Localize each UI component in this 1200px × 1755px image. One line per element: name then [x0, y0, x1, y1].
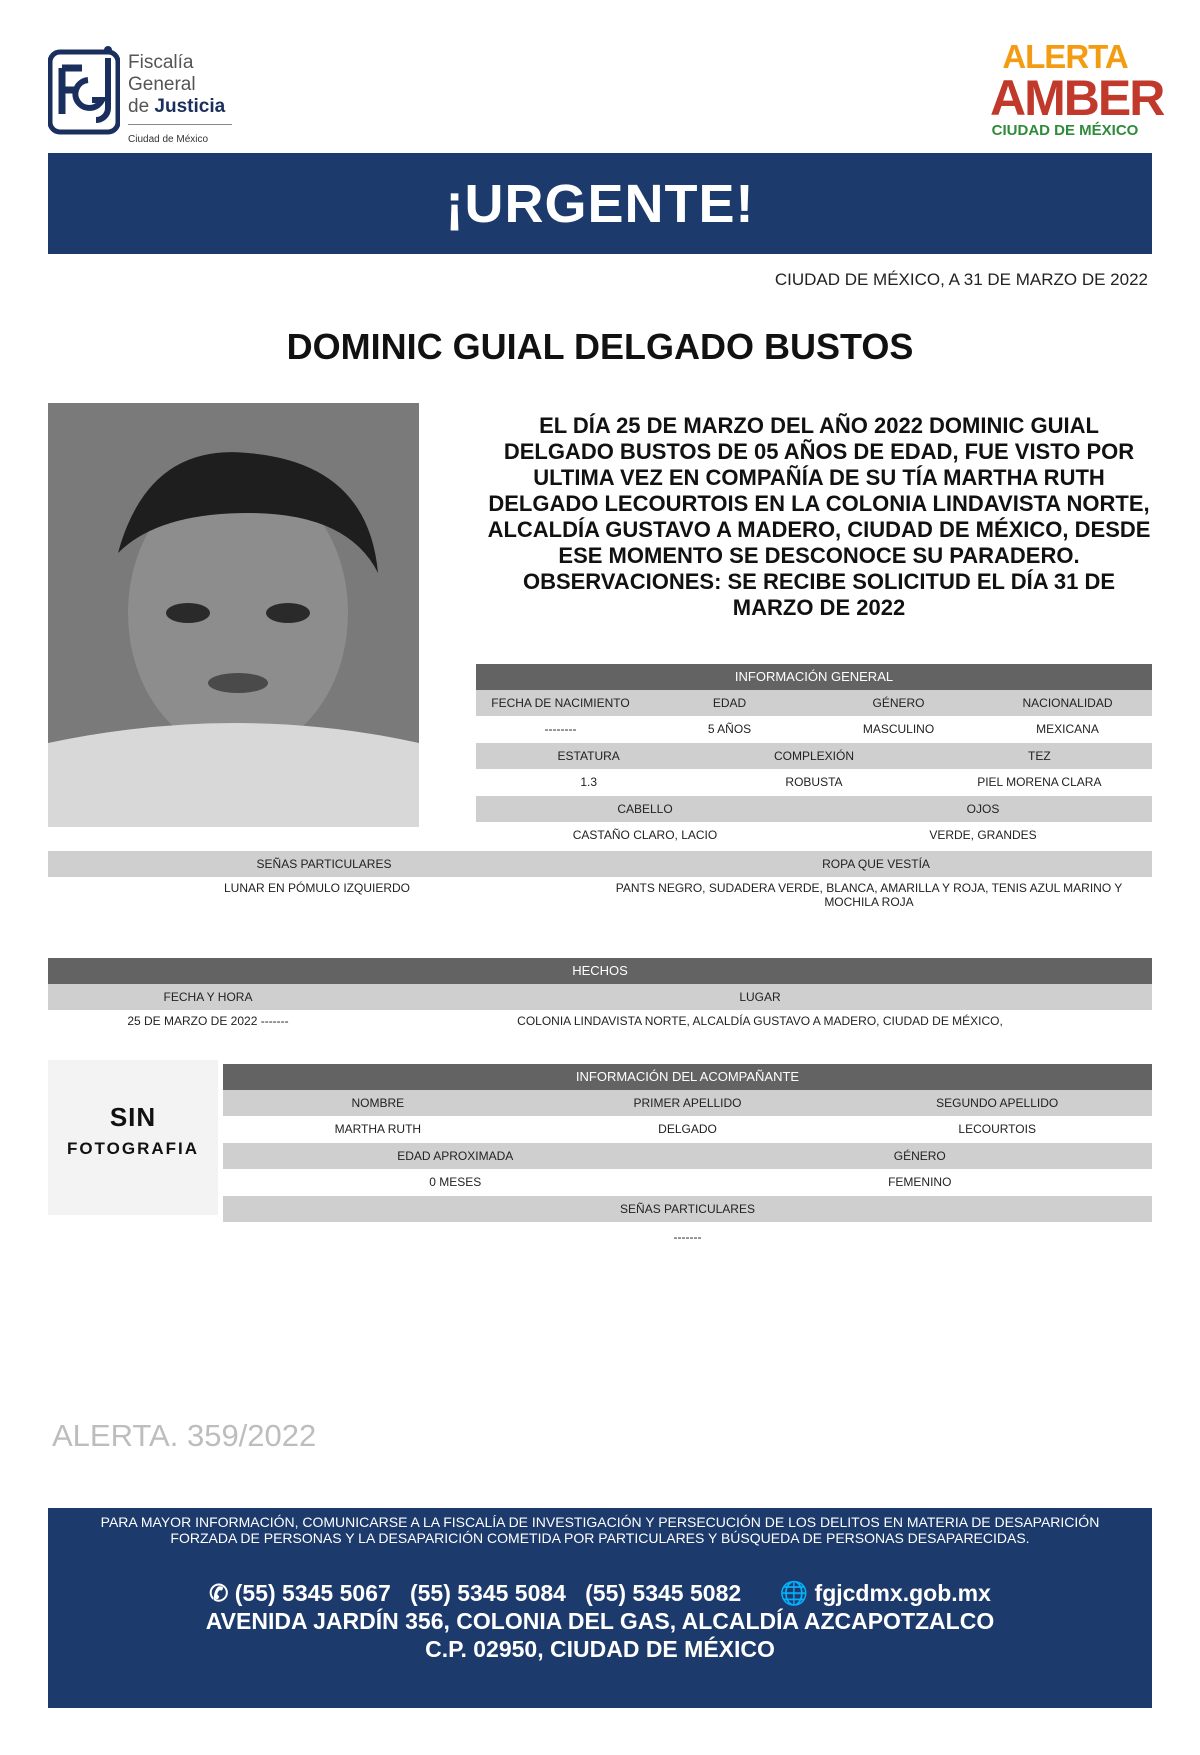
- marks-header-row: [48, 851, 1152, 877]
- fgj-wordmark: [128, 52, 232, 151]
- marks-clothing-table: [48, 851, 1152, 909]
- general-info-title: INFORMACIÓN GENERAL: [476, 664, 1152, 690]
- missing-person-name: DOMINIC GUIAL DELGADO BUSTOS: [286, 326, 914, 367]
- header-second-surname: SEGUNDO APELLIDO: [936, 1096, 1059, 1110]
- value-first-name: MARTHA RUTH: [334, 1122, 422, 1136]
- header-nationality: NACIONALIDAD: [1022, 696, 1113, 710]
- value-date-time: 25 DE MARZO DE 2022 -------: [127, 1014, 289, 1028]
- amber-line3: CIUDAD DE MÉXICO: [991, 122, 1139, 139]
- companion-header-row-2: [223, 1143, 1152, 1169]
- phone-icon: ✆: [209, 1580, 229, 1606]
- child-portrait-icon: [48, 403, 419, 827]
- companion-value-row-2: [223, 1169, 1152, 1196]
- header-place: LUGAR: [739, 990, 781, 1004]
- header-approx-age: EDAD APROXIMADA: [397, 1149, 514, 1163]
- footer-address-1: AVENIDA JARDÍN 356, COLONIA DEL GAS, ALCALDÍA AZCAPOTZALCO: [205, 1608, 995, 1634]
- companion-marks-header: SEÑAS PARTICULARES: [223, 1196, 1152, 1222]
- header-date-time: FECHA Y HORA: [163, 990, 253, 1004]
- fgj-logo: [48, 44, 238, 144]
- companion-info-table: [223, 1064, 1152, 1252]
- website-link[interactable]: fgjcdmx.gob.mx: [814, 1580, 991, 1606]
- companion-title: INFORMACIÓN DEL ACOMPAÑANTE: [223, 1064, 1152, 1090]
- description-text: EL DÍA 25 DE MARZO DEL AÑO 2022 DOMINIC GUIAL DELGADO BUSTOS DE 05 AÑOS DE EDAD, FUE VISTO POR ULTIMA VEZ EN COMPAÑÍA DE SU TÍA MARTHA RUTH DELGADO LECOURTOIS EN LA COLONIA LINDAVISTA NORTE, ALCALDÍA GUSTAVO A MADERO, CIUDAD DE MÉXICO, DESDE ESE MOMENTO SE DESCONOCE SU PARADERO.: [487, 413, 1151, 568]
- general-info-table: [476, 664, 1152, 849]
- value-first-surname: DELGADO: [658, 1122, 717, 1136]
- header-complexion: TEZ: [1027, 749, 1051, 763]
- value-complexion: PIEL MORENA CLARA: [977, 775, 1102, 789]
- value-height: 1.3: [580, 775, 597, 789]
- header-age: EDAD: [712, 696, 747, 710]
- header-birthdate: FECHA DE NACIMIENTO: [491, 696, 630, 710]
- header-first-surname: PRIMER APELLIDO: [633, 1096, 742, 1110]
- general-header-row-3: [476, 796, 1152, 822]
- fgj-city: Ciudad de México: [128, 124, 232, 151]
- value-hair: CASTAÑO CLARO, LACIO: [572, 828, 718, 842]
- companion-value-row-1: [223, 1116, 1152, 1143]
- footer-phones: [48, 1580, 1152, 1607]
- header-companion-gender: GÉNERO: [893, 1149, 946, 1163]
- companion-marks-value: -------: [673, 1230, 702, 1244]
- header-hair: CABELLO: [617, 802, 673, 816]
- facts-table: [48, 958, 1152, 1032]
- no-photo-line1: SIN: [109, 1102, 157, 1132]
- fgj-line3: de Justicia: [128, 96, 226, 117]
- header-eyes: OJOS: [966, 802, 1000, 816]
- footer-address-2: C.P. 02950, CIUDAD DE MÉXICO: [425, 1636, 775, 1662]
- value-approx-age: 0 MESES: [429, 1175, 482, 1189]
- value-clothing: PANTS NEGRO, SUDADERA VERDE, BLANCA, AMARILLA Y ROJA, TENIS AZUL MARINO Y MOCHILA ROJA: [615, 881, 1123, 909]
- header-marks: SEÑAS PARTICULARES: [256, 857, 392, 871]
- no-photo-placeholder: [48, 1060, 218, 1215]
- header-height: ESTATURA: [557, 749, 620, 763]
- no-photo-line2: FOTOGRAFIA: [66, 1139, 200, 1158]
- general-value-row-3: [476, 822, 1152, 849]
- issue-date: CIUDAD DE MÉXICO, A 31 DE MARZO DE 2022: [774, 270, 1148, 289]
- missing-child-photo: [48, 403, 419, 827]
- header-build: COMPLEXIÓN: [773, 749, 854, 763]
- phone-2[interactable]: (55) 5345 5084: [409, 1580, 566, 1606]
- facts-value-row: [48, 1010, 1152, 1032]
- marks-value-row: [48, 877, 1152, 909]
- general-value-row-2: [476, 769, 1152, 796]
- globe-icon: 🌐: [779, 1580, 809, 1606]
- value-build: ROBUSTA: [785, 775, 843, 789]
- value-gender: MASCULINO: [862, 722, 935, 736]
- case-description: [486, 413, 1152, 621]
- alerta-amber-logo: [990, 38, 1164, 150]
- contact-footer: [48, 1508, 1152, 1708]
- header-gender: GÉNERO: [872, 696, 925, 710]
- value-age: 5 AÑOS: [707, 722, 752, 736]
- footer-info-text: PARA MAYOR INFORMACIÓN, COMUNICARSE A LA FISCALÍA DE INVESTIGACIÓN Y PERSECUCIÓN DE LOS DELITOS EN MATERIA DE DESAPARICIÓN FORZADA DE PERSONAS Y LA DESAPARICIÓN COMETIDA POR PARTICULARES Y BÚSQUEDA DE PERSONAS DESAPARECIDAS.: [100, 1514, 1100, 1546]
- value-birthdate: --------: [544, 722, 577, 736]
- fgj-emblem-icon: [48, 44, 120, 144]
- header-clothing: ROPA QUE VESTÍA: [822, 857, 930, 871]
- alert-number: ALERTA. 359/2022: [52, 1418, 317, 1453]
- value-marks: LUNAR EN PÓMULO IZQUIERDO: [223, 881, 411, 895]
- general-header-row-2: [476, 743, 1152, 769]
- facts-header-row: [48, 984, 1152, 1010]
- facts-title: HECHOS: [48, 958, 1152, 984]
- phone-1[interactable]: (55) 5345 5067: [234, 1580, 391, 1606]
- companion-header-row-1: [223, 1090, 1152, 1116]
- general-header-row-1: [476, 690, 1152, 716]
- phone-3[interactable]: (55) 5345 5082: [585, 1580, 742, 1606]
- value-second-surname: LECOURTOIS: [958, 1122, 1036, 1136]
- observations-text: OBSERVACIONES: SE RECIBE SOLICITUD EL DÍA 31 DE MARZO DE 2022: [522, 569, 1116, 620]
- fgj-line2: General: [128, 74, 196, 95]
- value-nationality: MEXICANA: [1036, 722, 1099, 736]
- value-eyes: VERDE, GRANDES: [929, 828, 1037, 842]
- value-place: COLONIA LINDAVISTA NORTE, ALCALDÍA GUSTAVO A MADERO, CIUDAD DE MÉXICO,: [517, 1014, 1003, 1028]
- amber-line2: AMBER: [990, 70, 1164, 126]
- urgent-banner: ¡URGENTE!: [48, 153, 1152, 254]
- amber-line1: ALERTA: [1002, 38, 1128, 75]
- header-first-name: NOMBRE: [351, 1096, 405, 1110]
- general-value-row-1: [476, 716, 1152, 743]
- value-companion-gender: FEMENINO: [888, 1175, 952, 1189]
- fgj-line1: Fiscalía: [128, 52, 194, 73]
